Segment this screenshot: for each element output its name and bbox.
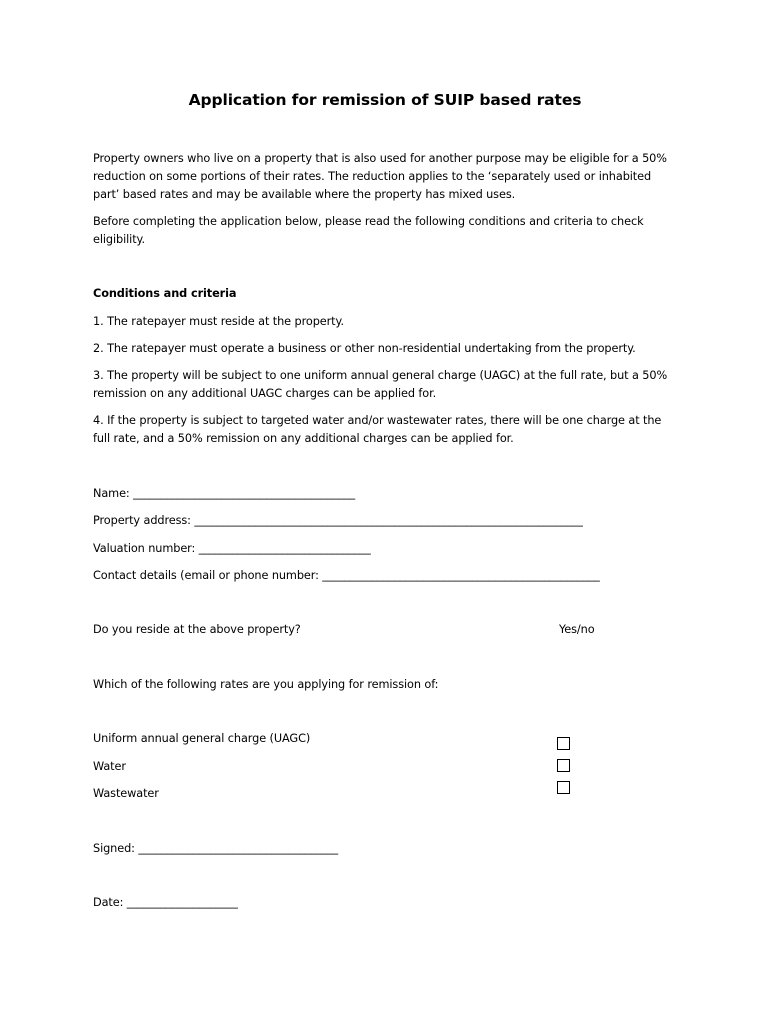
option-uagc-label: Uniform annual general charge (UAGC) (93, 732, 311, 745)
option-water-label: Water (93, 760, 126, 773)
name-field[interactable]: Name: ________________________________________ (93, 487, 356, 500)
contact-details-field[interactable]: Contact details (email or phone number: __________________________________________________ (93, 569, 600, 582)
rates-question: Which of the following rates are you applying for remission of: (93, 678, 439, 691)
condition-item-1: 1. The ratepayer must reside at the property. (93, 315, 344, 328)
signed-field[interactable]: Signed: ____________________________________ (93, 842, 339, 855)
option-water-checkbox[interactable] (557, 759, 570, 772)
valuation-number-field[interactable]: Valuation number: _______________________________ (93, 542, 371, 555)
option-wastewater-checkbox[interactable] (557, 781, 570, 794)
form-title: Application for remission of SUIP based rates (188, 91, 582, 109)
reside-answer[interactable]: Yes/no (559, 623, 595, 636)
property-address-field[interactable]: Property address: ______________________________________________________________________ (93, 514, 583, 527)
reside-question: Do you reside at the above property? (93, 623, 301, 636)
conditions-heading: Conditions and criteria (93, 287, 237, 300)
option-wastewater-label: Wastewater (93, 787, 159, 800)
condition-item-2: 2. The ratepayer must operate a business or other non-residential undertaking from the property. (93, 342, 636, 355)
condition-item-3: 3. The property will be subject to one uniform annual general charge (UAGC) at the full rate, but a 50% remission on any additional UAGC charges can be applied for. (93, 369, 668, 400)
intro-paragraph-2: Before completing the application below, please read the following conditions and criteria to check eligibility. (93, 215, 644, 246)
date-field[interactable]: Date: ____________________ (93, 896, 238, 909)
condition-item-4: 4. If the property is subject to targeted water and/or wastewater rates, there will be one charge at the full rate, and a 50% remission on any additional charges can be applied for. (93, 414, 662, 445)
option-uagc-checkbox[interactable] (557, 737, 570, 750)
intro-paragraph-1: Property owners who live on a property that is also used for another purpose may be eligible for a 50% reduction on some portions of their rates. The reduction applies to the ‘separately used or inhabited part’ based rates and may be available where the property has mixed uses. (93, 152, 667, 201)
